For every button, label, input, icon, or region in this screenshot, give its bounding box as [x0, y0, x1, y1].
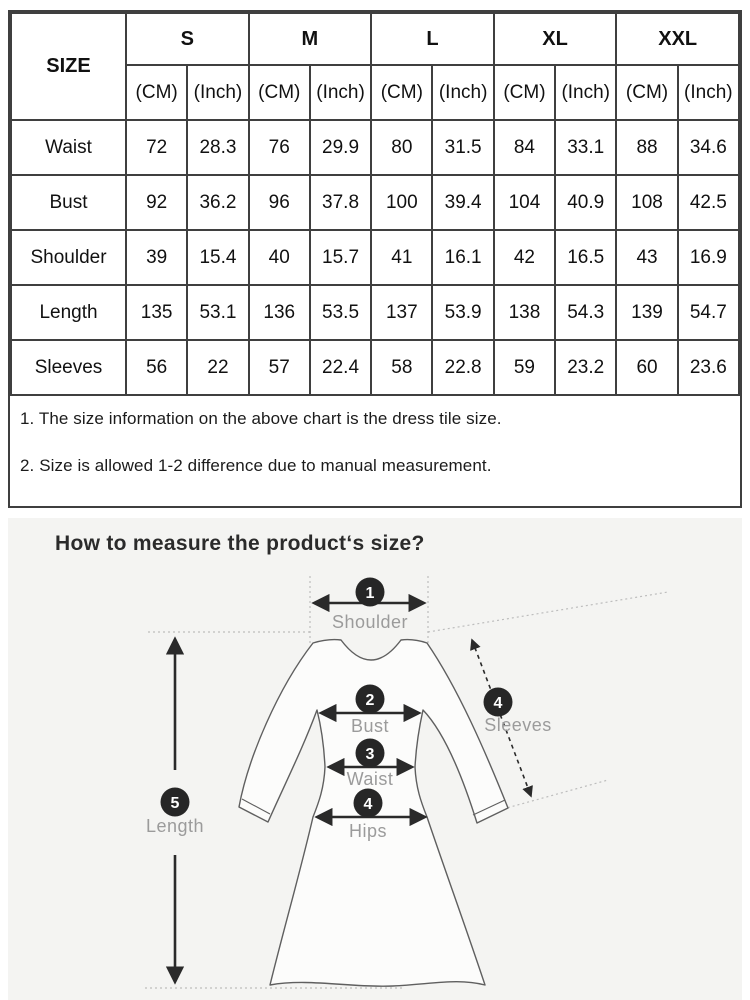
cell-value: 59	[494, 340, 555, 395]
length-label: Length	[145, 816, 205, 836]
unit-header-inch: (Inch)	[678, 65, 739, 120]
size-col-header-l: L	[371, 13, 494, 65]
cell-value: 43	[616, 230, 677, 285]
cell-value: 42	[494, 230, 555, 285]
size-col-header-xl: XL	[494, 13, 617, 65]
cell-value: 53.9	[432, 285, 493, 340]
cell-value: 136	[249, 285, 310, 340]
waist-badge-num: 3	[365, 746, 375, 763]
cell-value: 96	[249, 175, 310, 230]
unit-header-inch: (Inch)	[310, 65, 371, 120]
shoulder-label: Shoulder	[331, 612, 409, 632]
unit-header-cm: (CM)	[249, 65, 310, 120]
length-badge-num: 5	[170, 795, 180, 812]
cell-value: 84	[494, 120, 555, 175]
unit-header-cm: (CM)	[126, 65, 187, 120]
measure-guide-title: How to measure the product‘s size?	[55, 532, 425, 555]
row-label: Shoulder	[11, 230, 126, 285]
waist-label: Waist	[346, 769, 394, 789]
cell-value: 33.1	[555, 120, 616, 175]
cell-value: 31.5	[432, 120, 493, 175]
cell-value: 58	[371, 340, 432, 395]
cell-value: 40	[249, 230, 310, 285]
bust-badge-num: 2	[365, 692, 375, 709]
cell-value: 53.1	[187, 285, 248, 340]
unit-header-inch: (Inch)	[432, 65, 493, 120]
cell-value: 53.5	[310, 285, 371, 340]
cell-value: 16.9	[678, 230, 739, 285]
cell-value: 37.8	[310, 175, 371, 230]
cell-value: 15.4	[187, 230, 248, 285]
size-chart-box	[8, 10, 742, 508]
note-2: 2. Size is allowed 1-2 difference due to manual measurement.	[20, 456, 492, 475]
cell-value: 42.5	[678, 175, 739, 230]
unit-header-inch: (Inch)	[555, 65, 616, 120]
cell-value: 137	[371, 285, 432, 340]
cell-value: 16.1	[432, 230, 493, 285]
cell-value: 39.4	[432, 175, 493, 230]
table-row-length	[11, 285, 739, 340]
unit-header-cm: (CM)	[371, 65, 432, 120]
cell-value: 135	[126, 285, 187, 340]
cell-value: 138	[494, 285, 555, 340]
size-col-header-m: M	[249, 13, 372, 65]
size-col-header-xxl: XXL	[616, 13, 739, 65]
cell-value: 92	[126, 175, 187, 230]
size-col-header-s: S	[126, 13, 249, 65]
cell-value: 23.6	[678, 340, 739, 395]
size-corner-label: SIZE	[11, 13, 126, 120]
cell-value: 40.9	[555, 175, 616, 230]
cell-value: 28.3	[187, 120, 248, 175]
unit-header-cm: (CM)	[494, 65, 555, 120]
row-label: Bust	[11, 175, 126, 230]
cell-value: 139	[616, 285, 677, 340]
measure-diagram	[8, 518, 742, 1000]
cell-value: 22.8	[432, 340, 493, 395]
cell-value: 100	[371, 175, 432, 230]
cell-value: 16.5	[555, 230, 616, 285]
cell-value: 72	[126, 120, 187, 175]
cell-value: 34.6	[678, 120, 739, 175]
hips-badge-num: 4	[363, 796, 373, 813]
cell-value: 54.3	[555, 285, 616, 340]
cell-value: 22	[187, 340, 248, 395]
cell-value: 54.7	[678, 285, 739, 340]
table-row-sleeves	[11, 340, 739, 395]
shoulder-badge-num: 1	[365, 585, 375, 602]
cell-value: 23.2	[555, 340, 616, 395]
cell-value: 60	[616, 340, 677, 395]
cell-value: 29.9	[310, 120, 371, 175]
size-table	[10, 12, 740, 396]
note-1: 1. The size information on the above chart is the dress tile size.	[20, 409, 502, 428]
row-label: Length	[11, 285, 126, 340]
cell-value: 104	[494, 175, 555, 230]
row-label: Waist	[11, 120, 126, 175]
cell-value: 39	[126, 230, 187, 285]
measure-guide-panel	[8, 518, 742, 1000]
hips-label: Hips	[348, 821, 388, 841]
unit-header-cm: (CM)	[616, 65, 677, 120]
unit-header-inch: (Inch)	[187, 65, 248, 120]
table-row-waist	[11, 120, 739, 175]
cell-value: 108	[616, 175, 677, 230]
cell-value: 80	[371, 120, 432, 175]
bust-label: Bust	[350, 716, 390, 736]
sleeves-label: Sleeves	[484, 715, 552, 735]
table-row-bust	[11, 175, 739, 230]
cell-value: 56	[126, 340, 187, 395]
cell-value: 88	[616, 120, 677, 175]
size-header-row	[11, 13, 739, 65]
cell-value: 15.7	[310, 230, 371, 285]
cell-value: 36.2	[187, 175, 248, 230]
sleeves-badge-num: 4	[493, 695, 503, 712]
cell-value: 76	[249, 120, 310, 175]
row-label: Sleeves	[11, 340, 126, 395]
cell-value: 57	[249, 340, 310, 395]
table-row-shoulder	[11, 230, 739, 285]
cell-value: 41	[371, 230, 432, 285]
size-chart-notes	[10, 396, 740, 476]
cell-value: 22.4	[310, 340, 371, 395]
